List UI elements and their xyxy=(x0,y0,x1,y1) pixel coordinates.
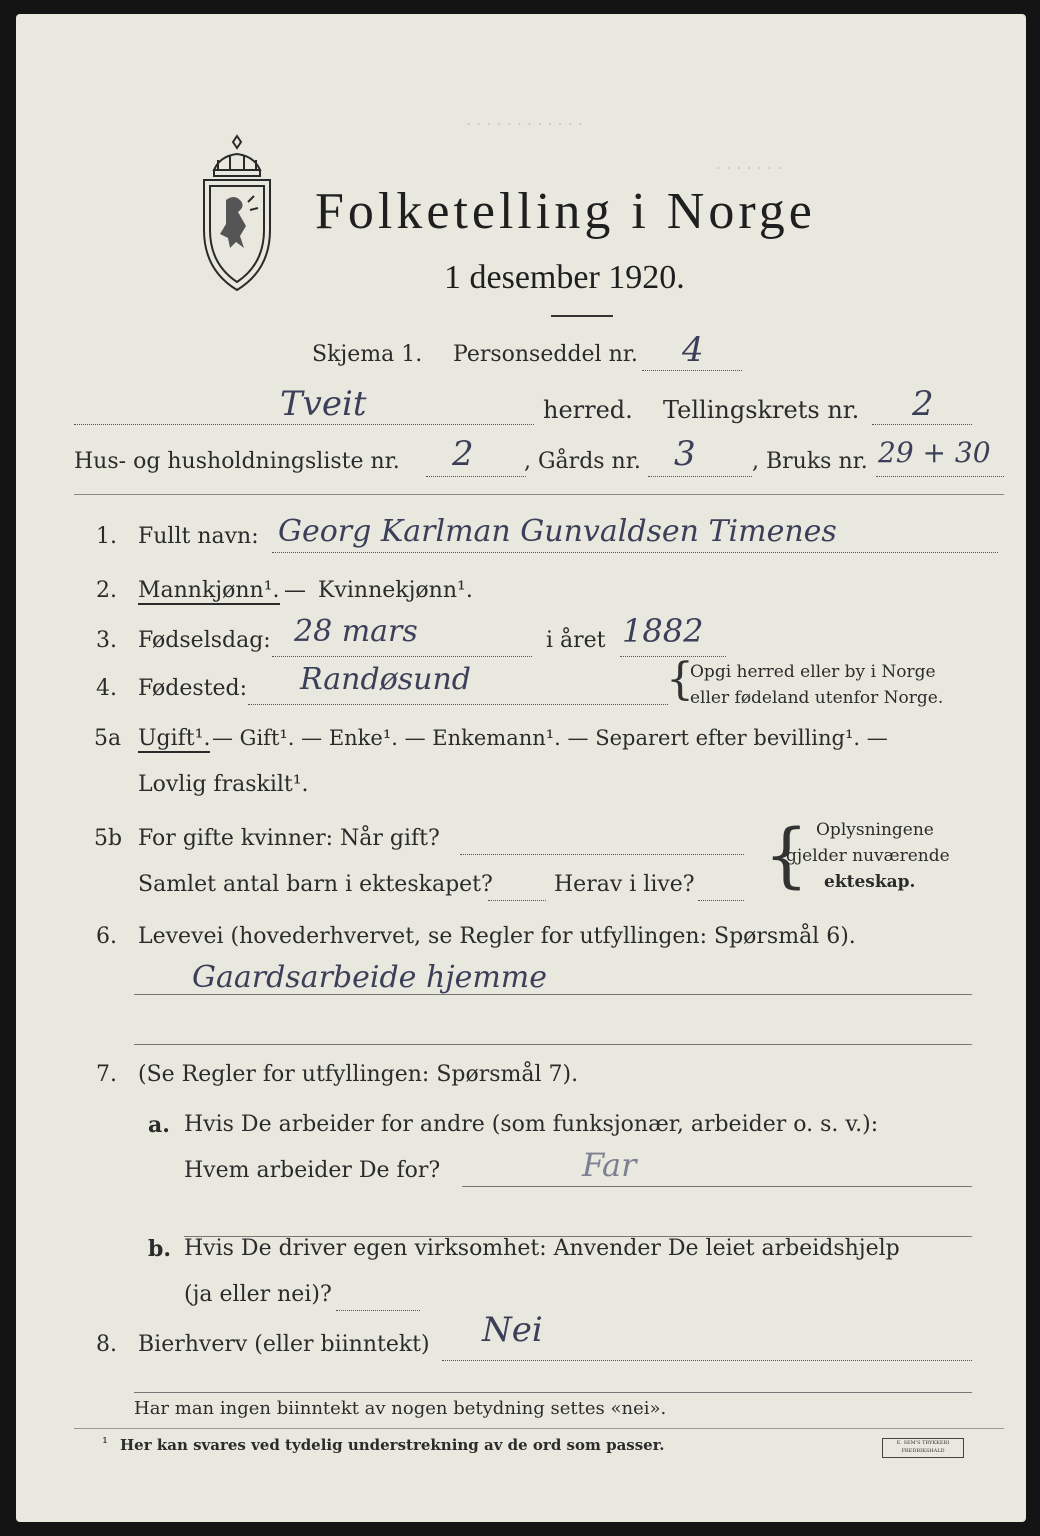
personseddel-value[interactable]: 4 xyxy=(682,330,704,370)
full-name-value[interactable]: Georg Karlman Gunvaldsen Timenes xyxy=(278,514,837,549)
occupation-line-2 xyxy=(134,1044,972,1045)
bruks-value[interactable]: 29 + 30 xyxy=(878,436,991,469)
printer-stamp xyxy=(882,1438,964,1458)
husholdningsliste-value[interactable]: 2 xyxy=(452,434,474,474)
q2-separator: — xyxy=(284,578,306,603)
q7b-text: Hvis De driver egen virksomhet: Anvender De leiet arbeidshjelp xyxy=(184,1236,900,1261)
q1-label: Fullt navn: xyxy=(138,524,259,549)
printer-stamp-line1: E. SEM'S TRYKKERI xyxy=(896,1440,950,1446)
q5a-number: 5a xyxy=(94,726,122,751)
side-income-value[interactable]: Nei xyxy=(482,1310,543,1350)
footnote-mark: ¹ xyxy=(102,1434,109,1452)
employer-value[interactable]: Far xyxy=(582,1146,637,1184)
q5b-note-line1: Oplysningene xyxy=(816,820,934,840)
q4-label: Fødested: xyxy=(138,676,248,701)
title-divider xyxy=(551,315,613,317)
birthplace-line xyxy=(248,704,668,705)
printer-stamp-line2: FREDRIKSHALD xyxy=(901,1448,945,1454)
coat-of-arms-icon xyxy=(192,130,282,300)
q5b-note-line2: gjelder nuværende xyxy=(786,846,950,866)
birthday-value[interactable]: 28 mars xyxy=(294,614,418,649)
form-date: 1 desember 1920. xyxy=(444,259,685,296)
q1-number: 1. xyxy=(96,524,117,549)
footnote-text: Her kan svares ved tydelig understrekning av de ord som passer. xyxy=(120,1436,665,1454)
footer-rule xyxy=(74,1428,1004,1429)
ugift-option[interactable]: Ugift¹. xyxy=(138,726,211,751)
header-rule xyxy=(74,494,1004,495)
herred-line xyxy=(74,424,534,425)
husholdningsliste-line xyxy=(426,476,526,477)
gards-line xyxy=(648,476,752,477)
birth-year-value[interactable]: 1882 xyxy=(622,612,704,650)
q3-label: Fødselsdag: xyxy=(138,628,271,653)
tellingskrets-label: Tellingskrets nr. xyxy=(663,396,860,424)
q4-number: 4. xyxy=(96,676,117,701)
married-when-label: For gifte kvinner: Når gift? xyxy=(138,826,440,851)
q2-number: 2. xyxy=(96,578,117,603)
employer-line xyxy=(462,1186,972,1187)
skjema-label: Skjema 1. xyxy=(312,342,423,367)
tellingskrets-line xyxy=(872,424,972,425)
q5b-number: 5b xyxy=(94,826,123,851)
birthplace-value[interactable]: Randøsund xyxy=(300,662,471,697)
birthday-line xyxy=(272,656,532,657)
personseddel-label: Personseddel nr. xyxy=(453,342,638,367)
herred-label: herred. xyxy=(543,396,633,424)
lovlig-fraskilt-option[interactable]: Lovlig fraskilt¹. xyxy=(138,772,309,797)
side-income-line xyxy=(442,1360,972,1361)
form-title: Folketelling i Norge xyxy=(315,183,816,240)
hired-help-label: (ja eller nei)? xyxy=(184,1282,332,1307)
personseddel-line xyxy=(642,370,742,371)
census-form xyxy=(16,14,1026,1522)
married-when-line xyxy=(460,854,744,855)
occupation-value[interactable]: Gaardsarbeide hjemme xyxy=(192,960,547,995)
children-label: Samlet antal barn i ekteskapet? xyxy=(138,872,493,897)
q5b-note-line3: ekteskap. xyxy=(824,872,916,892)
mannkjonn-option[interactable]: Mannkjønn¹. xyxy=(138,578,280,603)
marital-options[interactable]: — Gift¹. — Enke¹. — Enkemann¹. — Separert efter bevilling¹. — xyxy=(212,726,888,750)
herred-value[interactable]: Tveit xyxy=(280,384,367,424)
q7-label: (Se Regler for utfyllingen: Spørsmål 7). xyxy=(138,1062,579,1087)
side-income-line-2 xyxy=(134,1392,972,1393)
q1-line xyxy=(272,552,998,553)
occupation-line xyxy=(134,994,972,995)
q5b-brace: { xyxy=(764,814,809,896)
q6-label: Levevei (hovederhvervet, se Regler for utfyllingen: Spørsmål 6). xyxy=(138,924,856,949)
alive-line xyxy=(698,900,744,901)
q4-note-line2: eller fødeland utenfor Norge. xyxy=(690,688,944,708)
side-income-note: Har man ingen biinntekt av nogen betydning settes «nei». xyxy=(134,1398,667,1419)
year-label: i året xyxy=(546,628,606,653)
hired-help-line xyxy=(336,1310,420,1311)
husholdningsliste-label: Hus- og husholdningsliste nr. xyxy=(74,449,400,474)
kvinnekjonn-option[interactable]: Kvinnekjønn¹. xyxy=(318,578,473,603)
children-line xyxy=(488,900,546,901)
q4-note-line1: Opgi herred eller by i Norge xyxy=(690,662,936,682)
employer-label: Hvem arbeider De for? xyxy=(184,1158,441,1183)
bruks-label: , Bruks nr. xyxy=(752,449,868,474)
q8-label: Bierhverv (eller biinntekt) xyxy=(138,1332,430,1357)
alive-label: Herav i live? xyxy=(554,872,695,897)
q7-number: 7. xyxy=(96,1062,117,1087)
q7a-letter: a. xyxy=(148,1112,170,1138)
q7b-letter: b. xyxy=(148,1236,172,1262)
q7a-text: Hvis De arbeider for andre (som funksjonær, arbeider o. s. v.): xyxy=(184,1112,879,1137)
q6-number: 6. xyxy=(96,924,117,949)
bleed-through: . . . . . . . xyxy=(716,154,783,173)
gards-label: , Gårds nr. xyxy=(524,449,641,474)
q8-number: 8. xyxy=(96,1332,117,1357)
q4-brace: { xyxy=(666,654,694,705)
q3-number: 3. xyxy=(96,628,117,653)
bruks-line xyxy=(876,476,1004,477)
gards-value[interactable]: 3 xyxy=(674,434,696,474)
bleed-through: . . . . . . . . . . . . xyxy=(466,110,583,129)
tellingskrets-value[interactable]: 2 xyxy=(912,384,934,424)
